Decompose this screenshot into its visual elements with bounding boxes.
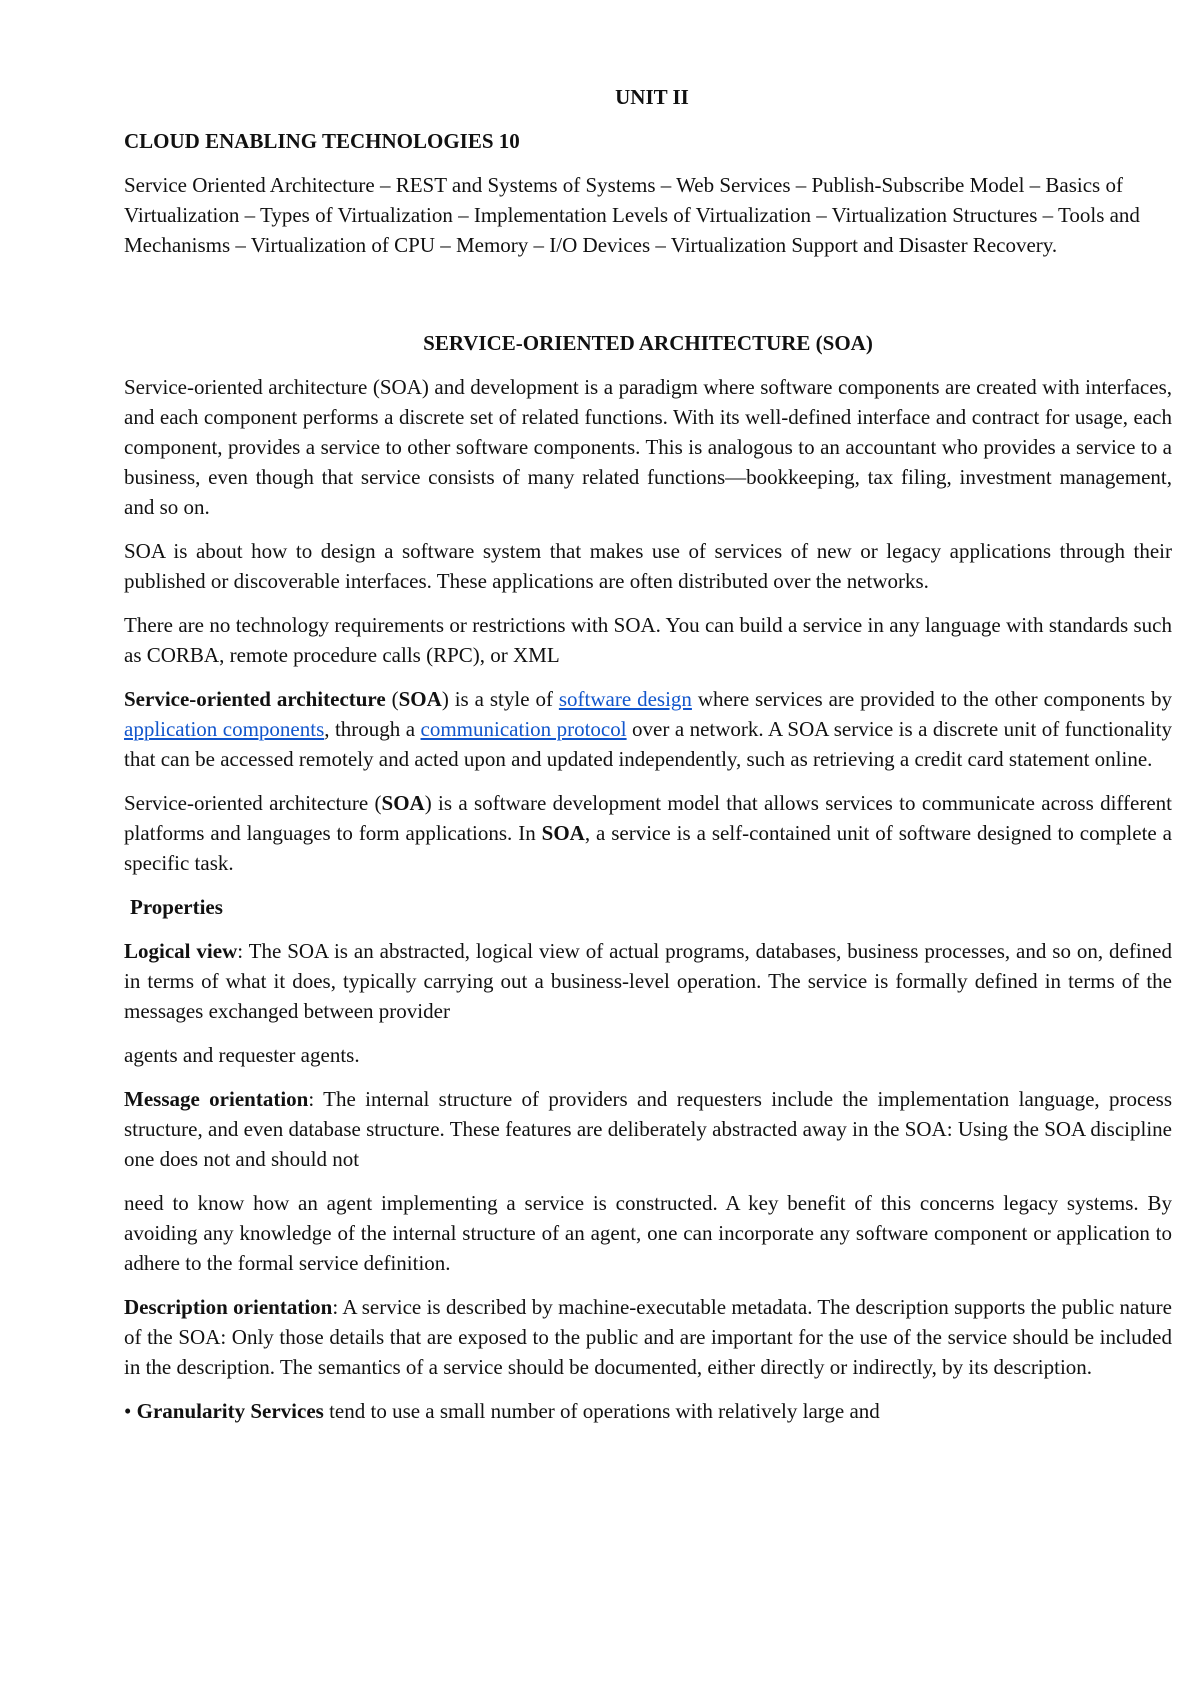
term-logical-view: Logical view [124, 939, 238, 963]
soa-paragraph-2: SOA is about how to design a software system that makes use of services of new or legacy applications through their published or discoverable interfaces. These applications are often distributed over the networks. [124, 539, 1172, 593]
text-span: Service-oriented architecture ( [124, 791, 382, 815]
text-span: : The internal structure of providers and requesters include the implementation language, process structure, and even database structure. These features are deliberately abstracted away in the SOA: Using the SOA discipline one does not and should not [124, 1087, 1173, 1171]
text-span: where services are provided to the other components by [691, 687, 1172, 711]
property-message-orientation [124, 1084, 1172, 1174]
section-title: CLOUD ENABLING TECHNOLOGIES 10 [124, 129, 520, 153]
property-logical-view-continued: agents and requester agents. [124, 1043, 360, 1067]
soa-heading: SERVICE-ORIENTED ARCHITECTURE (SOA) [423, 331, 873, 355]
property-description-orientation [124, 1292, 1172, 1382]
term-soa-abbr: SOA [398, 687, 442, 711]
document-body [124, 82, 1172, 1426]
link-software-design[interactable]: software design [558, 687, 692, 711]
term-description-orientation: Description orientation [124, 1295, 333, 1319]
text-span: , a service is a self-contained unit of software designed to complete a specific task. [124, 821, 1172, 875]
properties-heading: Properties [130, 895, 223, 919]
text-span: ( [385, 687, 399, 711]
text-span: : A service is described by machine-executable metadata. The description supports the public nature of the SOA: Only those details that are exposed to the public and are important for the use of the service should be included in the description. The semantics of a service should be documented, either directly or indirectly, by its description. [124, 1295, 1172, 1379]
text-span: : The SOA is an abstracted, logical view of actual programs, databases, business processes, and so on, defined in terms of what it does, typically carrying out a business-level operation. The service is formally defined in terms of the messages exchanged between provider [124, 939, 1173, 1023]
bullet: • [124, 1399, 132, 1423]
text-span: ) is a style of [441, 687, 559, 711]
property-granularity [124, 1396, 1172, 1426]
term-soa: SOA [381, 791, 425, 815]
soa-paragraph-5 [124, 788, 1172, 878]
term-message-orientation: Message orientation [124, 1087, 309, 1111]
text-span: tend to use a small number of operations with relatively large and [323, 1399, 880, 1423]
soa-paragraph-3: There are no technology requirements or restrictions with SOA. You can build a service in any language with standards such as CORBA, remote procedure calls (RPC), or XML [124, 613, 1172, 667]
soa-paragraph-4 [124, 684, 1172, 774]
text-span: ) is a software development model that allows services to communicate across different platforms and languages to form applications. In [124, 791, 1173, 845]
text-span: over a network. A SOA service is a discrete unit of functionality that can be accessed remotely and acted upon and updated independently, such as retrieving a credit card statement online. [124, 717, 1172, 771]
term-soa-full: Service-oriented architecture [124, 687, 386, 711]
soa-paragraph-1: Service-oriented architecture (SOA) and development is a paradigm where software components are created with interfaces, and each component performs a discrete set of related functions. With its well-defined interface and contract for usage, each component, provides a service to other software components. This is analogous to an accountant who provides a service to a business, even though that service consists of many related functions—bookkeeping, tax filing, investment management, and so on. [124, 375, 1172, 519]
link-communication-protocol[interactable]: communication protocol [420, 717, 627, 741]
term-soa: SOA [541, 821, 585, 845]
syllabus-paragraph: Service Oriented Architecture – REST and Systems of Systems – Web Services – Publish-Subscribe Model – Basics of Virtualization – Types of Virtualization – Implementation Levels of Virtualization – Virtualization Structures – Tools and Mechanisms – Virtualization of CPU – Memory – I/O Devices – Virtualization Support and Disaster Recovery. [124, 173, 1140, 257]
property-message-orientation-continued: need to know how an agent implementing a service is constructed. A key benefit of this concerns legacy systems. By avoiding any knowledge of the internal structure of an agent, one can incorporate any software component or application to adhere to the formal service definition. [124, 1191, 1172, 1275]
link-application-components[interactable]: application components [124, 717, 325, 741]
text-span: , through a [324, 717, 421, 741]
property-logical-view [124, 936, 1172, 1026]
term-granularity: Granularity Services [136, 1399, 324, 1423]
unit-title: UNIT II [615, 85, 689, 109]
